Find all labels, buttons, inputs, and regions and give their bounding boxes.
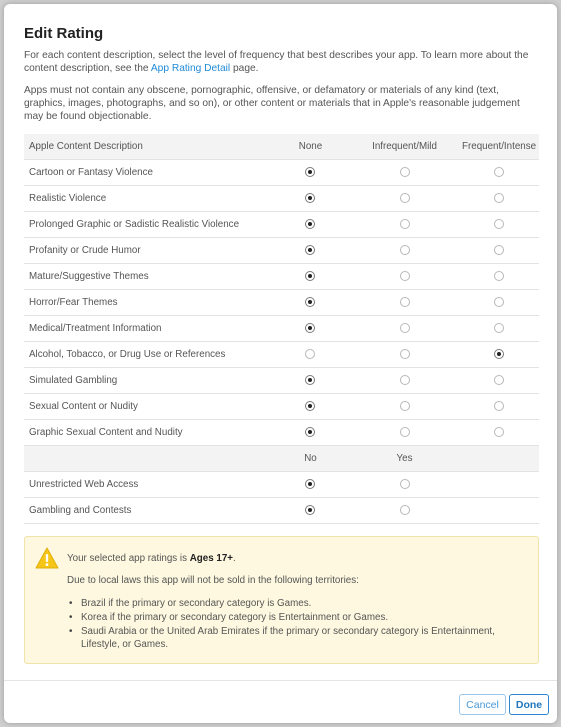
radio-cell-none — [271, 394, 350, 420]
table-header-row — [24, 134, 539, 160]
rating-suffix: . — [233, 553, 236, 564]
radio-cell-yes — [350, 498, 459, 524]
radio-cell-frequent-intense — [459, 368, 539, 394]
radio-infrequent-mild[interactable] — [400, 297, 410, 307]
table-row — [24, 212, 539, 238]
header-none: None — [271, 134, 350, 160]
radio-infrequent-mild[interactable] — [400, 245, 410, 255]
cancel-button[interactable]: Cancel — [459, 694, 506, 715]
radio-no[interactable] — [305, 479, 315, 489]
footer-divider — [4, 680, 557, 681]
content-description-label: Alcohol, Tobacco, or Drug Use or References — [24, 342, 271, 368]
radio-cell-none — [271, 290, 350, 316]
radio-no[interactable] — [305, 505, 315, 515]
radio-none[interactable] — [305, 427, 315, 437]
intro-text — [24, 49, 539, 75]
intro-text-after: page. — [230, 63, 259, 74]
radio-cell-none — [271, 420, 350, 446]
done-button[interactable]: Done — [509, 694, 549, 715]
radio-cell-frequent-intense — [459, 238, 539, 264]
content-description-label: Simulated Gambling — [24, 368, 271, 394]
radio-frequent-intense[interactable] — [494, 297, 504, 307]
radio-yes[interactable] — [400, 505, 410, 515]
header-frequent-intense: Frequent/Intense — [459, 134, 539, 160]
territory-list — [67, 597, 527, 652]
radio-cell-infrequent-mild — [350, 186, 459, 212]
radio-frequent-intense[interactable] — [494, 219, 504, 229]
table-row — [24, 290, 539, 316]
radio-cell-infrequent-mild — [350, 368, 459, 394]
app-rating-detail-link[interactable]: App Rating Detail — [150, 63, 231, 74]
content-description-label: Graphic Sexual Content and Nudity — [24, 420, 271, 446]
table-row — [24, 186, 539, 212]
header-no: No — [271, 446, 350, 472]
dialog-title: Edit Rating — [24, 25, 104, 42]
radio-infrequent-mild[interactable] — [400, 401, 410, 411]
radio-none[interactable] — [305, 375, 315, 385]
radio-none[interactable] — [305, 167, 315, 177]
radio-cell-frequent-intense — [459, 342, 539, 368]
radio-none[interactable] — [305, 349, 315, 359]
radio-cell-frequent-intense — [459, 420, 539, 446]
rating-prefix: Your selected app ratings is — [67, 553, 190, 564]
radio-frequent-intense[interactable] — [494, 323, 504, 333]
radio-cell-infrequent-mild — [350, 290, 459, 316]
radio-cell-no — [271, 498, 350, 524]
table-row — [24, 264, 539, 290]
radio-infrequent-mild[interactable] — [400, 219, 410, 229]
table-row — [24, 420, 539, 446]
radio-cell-none — [271, 264, 350, 290]
radio-none[interactable] — [305, 401, 315, 411]
table-row — [24, 472, 539, 498]
territory-item-korea: • Korea if the primary or secondary category is Entertainment or Games. — [67, 611, 527, 624]
radio-cell-yes — [350, 472, 459, 498]
content-description-label: Medical/Treatment Information — [24, 316, 271, 342]
radio-infrequent-mild[interactable] — [400, 193, 410, 203]
radio-cell-infrequent-mild — [350, 264, 459, 290]
radio-cell-frequent-intense — [459, 212, 539, 238]
table-row — [24, 316, 539, 342]
content-rating-table — [24, 134, 539, 524]
rating-value: Ages 17+ — [189, 553, 234, 564]
warning-triangle-icon — [35, 547, 59, 569]
content-description-label: Realistic Violence — [24, 186, 271, 212]
radio-frequent-intense[interactable] — [494, 375, 504, 385]
content-description-label: Cartoon or Fantasy Violence — [24, 160, 271, 186]
radio-cell-infrequent-mild — [350, 342, 459, 368]
radio-infrequent-mild[interactable] — [400, 375, 410, 385]
radio-infrequent-mild[interactable] — [400, 271, 410, 281]
content-description-label: Profanity or Crude Humor — [24, 238, 271, 264]
territory-item-saudi-uae: • Saudi Arabia or the United Arab Emirates if the primary or secondary category is Entertainment, Lifestyle, or Games. — [67, 625, 527, 651]
table-row — [24, 394, 539, 420]
table-row — [24, 368, 539, 394]
empty-cell — [459, 472, 539, 498]
content-description-label: Sexual Content or Nudity — [24, 394, 271, 420]
yes-no-header-empty — [459, 446, 539, 472]
content-description-label: Prolonged Graphic or Sadistic Realistic Violence — [24, 212, 271, 238]
yes-no-header-blank — [24, 446, 271, 472]
edit-rating-dialog — [4, 4, 557, 723]
radio-cell-infrequent-mild — [350, 238, 459, 264]
territory-item-brazil: • Brazil if the primary or secondary category is Games. — [67, 597, 527, 610]
content-description-label: Gambling and Contests — [24, 498, 271, 524]
objectionable-content-notice: Apps must not contain any obscene, pornographic, offensive, or defamatory or materials of any kind (text, graphics, images, photographs, and so on), or other content or materials that in Apple's reasonable judgement may be found objectionable. — [24, 85, 520, 122]
radio-frequent-intense[interactable] — [494, 271, 504, 281]
radio-cell-frequent-intense — [459, 160, 539, 186]
radio-cell-none — [271, 368, 350, 394]
radio-infrequent-mild[interactable] — [400, 427, 410, 437]
yes-no-header-row — [24, 446, 539, 472]
radio-cell-no — [271, 472, 350, 498]
table-row — [24, 342, 539, 368]
content-description-label: Mature/Suggestive Themes — [24, 264, 271, 290]
empty-cell — [459, 498, 539, 524]
radio-cell-none — [271, 342, 350, 368]
radio-frequent-intense[interactable] — [494, 167, 504, 177]
header-infrequent-mild: Infrequent/Mild — [350, 134, 459, 160]
radio-cell-infrequent-mild — [350, 160, 459, 186]
radio-infrequent-mild[interactable] — [400, 323, 410, 333]
radio-cell-infrequent-mild — [350, 394, 459, 420]
radio-frequent-intense[interactable] — [494, 245, 504, 255]
radio-cell-infrequent-mild — [350, 420, 459, 446]
header-content-description: Apple Content Description — [24, 134, 271, 160]
selected-rating-text — [67, 553, 236, 564]
radio-none[interactable] — [305, 297, 315, 307]
table-row — [24, 498, 539, 524]
radio-cell-frequent-intense — [459, 316, 539, 342]
territories-intro: Due to local laws this app will not be sold in the following territories: — [67, 575, 359, 586]
radio-yes[interactable] — [400, 479, 410, 489]
radio-cell-none — [271, 238, 350, 264]
radio-cell-none — [271, 160, 350, 186]
radio-infrequent-mild[interactable] — [400, 167, 410, 177]
radio-none[interactable] — [305, 219, 315, 229]
table-row — [24, 160, 539, 186]
radio-none[interactable] — [305, 245, 315, 255]
radio-cell-none — [271, 212, 350, 238]
radio-none[interactable] — [305, 271, 315, 281]
content-description-label: Horror/Fear Themes — [24, 290, 271, 316]
radio-cell-none — [271, 316, 350, 342]
radio-frequent-intense[interactable] — [494, 401, 504, 411]
radio-frequent-intense[interactable] — [494, 427, 504, 437]
radio-infrequent-mild[interactable] — [400, 349, 410, 359]
radio-cell-frequent-intense — [459, 264, 539, 290]
radio-cell-infrequent-mild — [350, 212, 459, 238]
radio-cell-frequent-intense — [459, 394, 539, 420]
radio-frequent-intense[interactable] — [494, 349, 504, 359]
rating-warning-box — [24, 536, 539, 664]
radio-none[interactable] — [305, 193, 315, 203]
radio-cell-none — [271, 186, 350, 212]
radio-cell-frequent-intense — [459, 290, 539, 316]
radio-cell-infrequent-mild — [350, 316, 459, 342]
content-description-label: Unrestricted Web Access — [24, 472, 271, 498]
header-yes: Yes — [350, 446, 459, 472]
table-row — [24, 238, 539, 264]
intro-text-before: For each content description, select the level of frequency that best describes your app. To learn more about the content description, see the — [24, 50, 529, 74]
radio-frequent-intense[interactable] — [494, 193, 504, 203]
radio-none[interactable] — [305, 323, 315, 333]
radio-cell-frequent-intense — [459, 186, 539, 212]
